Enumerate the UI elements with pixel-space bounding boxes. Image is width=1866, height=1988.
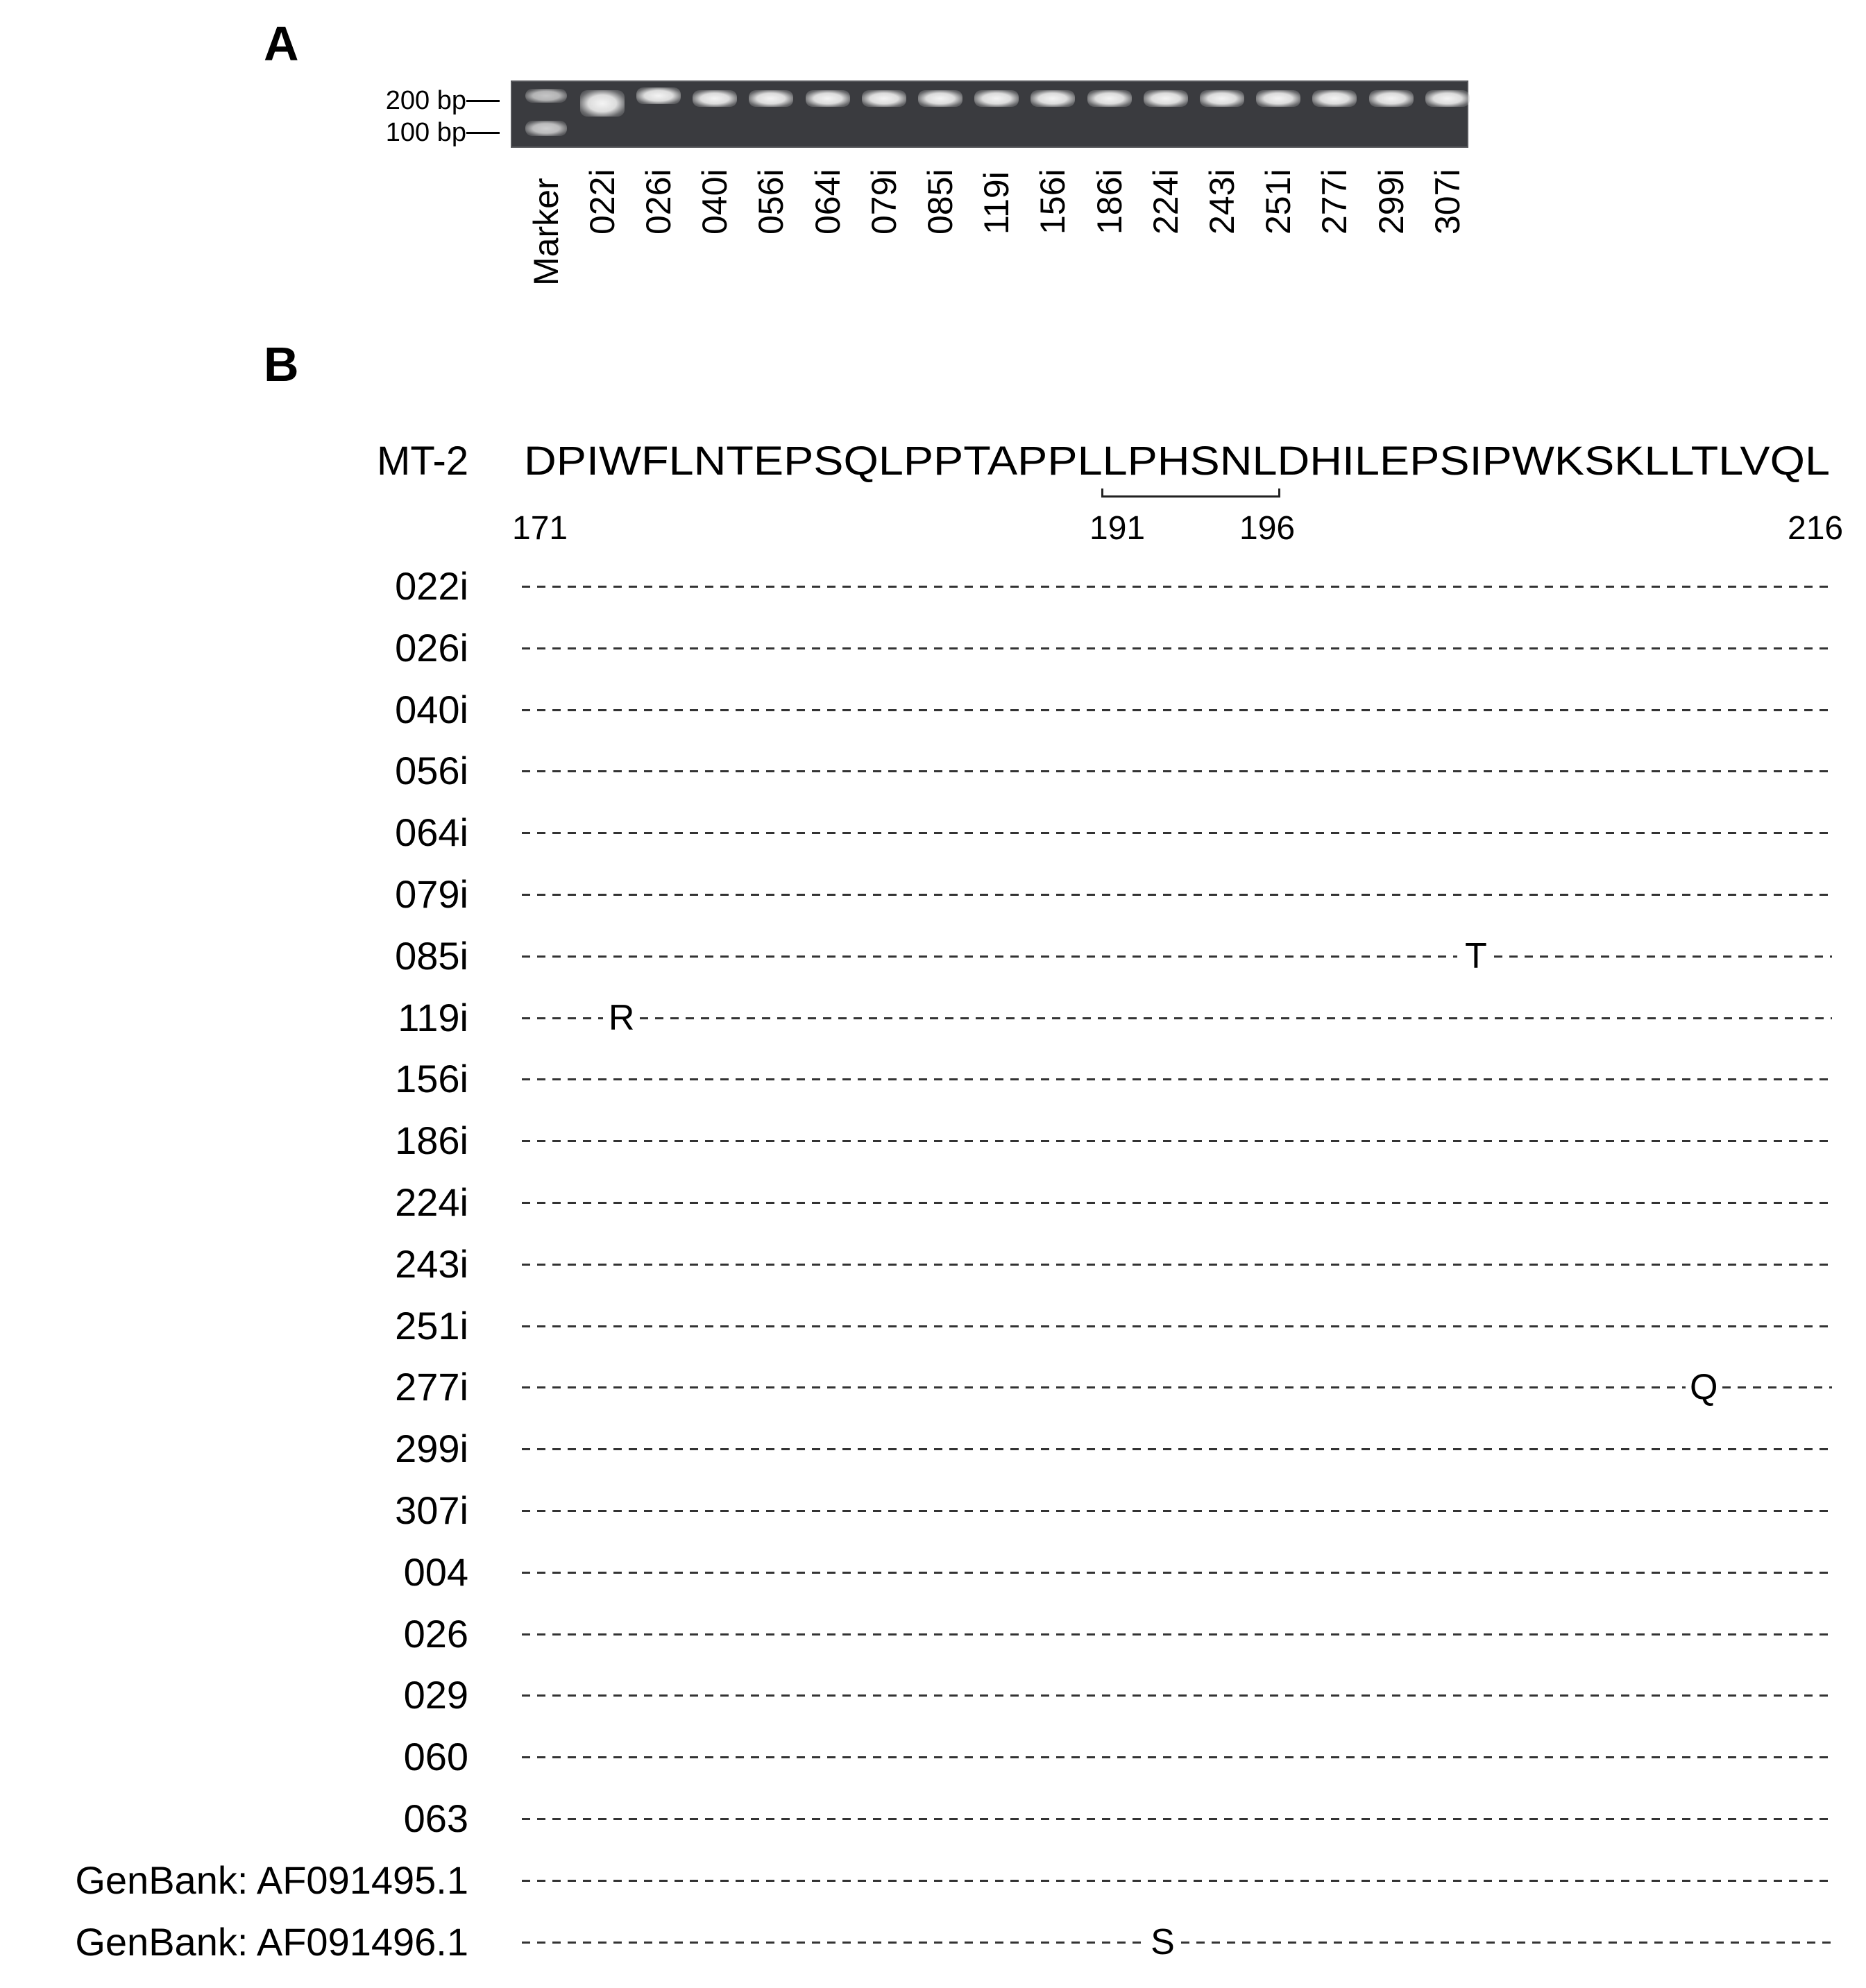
sample-label: 004	[403, 1549, 468, 1594]
identity-dashes	[522, 832, 1832, 834]
position-motif-end: 196	[1239, 510, 1296, 547]
lane-label: 022i	[582, 169, 622, 235]
alignment-row	[522, 997, 1832, 1039]
alignment-row	[522, 812, 1832, 853]
lane-label: 156i	[1033, 169, 1073, 235]
lane-label: 224i	[1146, 169, 1185, 235]
identity-dashes	[522, 1325, 1832, 1327]
sample-band	[693, 90, 737, 107]
lane-label: 064i	[808, 169, 847, 235]
identity-dashes	[522, 1078, 1832, 1080]
reference-label: MT-2	[377, 439, 469, 484]
motif-bracket	[1101, 488, 1280, 498]
identity-dashes	[522, 955, 1457, 958]
identity-dashes	[522, 1572, 1832, 1574]
position-motif-start: 191	[1089, 510, 1146, 547]
identity-dashes	[522, 709, 1832, 711]
substitution-residue: Q	[1690, 1367, 1718, 1408]
lane-label: 056i	[752, 169, 791, 235]
sample-label: GenBank: AF091495.1	[75, 1858, 468, 1902]
marker-band	[525, 89, 567, 103]
size-marker-label: 100 bp	[385, 118, 466, 147]
alignment-row	[522, 689, 1832, 731]
lane-label: 040i	[695, 169, 735, 235]
panel-b-label: B	[264, 337, 299, 391]
alignment-row	[522, 750, 1832, 792]
identity-dashes	[522, 1140, 1832, 1142]
alignment-row	[522, 1798, 1832, 1840]
lane-label: 251i	[1259, 169, 1298, 235]
identity-dashes	[522, 1448, 1832, 1450]
substitution-residue: T	[1465, 935, 1487, 976]
sample-label: 277i	[395, 1365, 468, 1409]
position-end: 216	[1788, 510, 1844, 547]
lane-label: 085i	[921, 169, 960, 235]
sample-label: 079i	[395, 872, 468, 916]
sample-label: 026i	[395, 625, 468, 670]
identity-dashes	[640, 1017, 1832, 1019]
substitution-residue: S	[1151, 1921, 1175, 1962]
identity-dashes	[522, 1756, 1832, 1758]
sample-label: 085i	[395, 933, 468, 978]
sample-band	[918, 90, 962, 107]
alignment-row	[522, 1674, 1832, 1716]
sample-band	[749, 90, 793, 107]
sample-label: 056i	[395, 749, 468, 793]
alignment-row	[522, 1120, 1832, 1162]
sample-band	[580, 90, 625, 117]
alignment-row	[522, 566, 1832, 607]
alignment-row	[522, 1058, 1832, 1100]
lane-label: 186i	[1089, 169, 1129, 235]
panel-a-label: A	[264, 17, 299, 71]
alignment-row	[522, 874, 1832, 915]
alignment-row	[522, 1860, 1832, 1901]
sample-band	[1425, 90, 1470, 107]
sample-label: 040i	[395, 687, 468, 731]
identity-dashes	[1181, 1942, 1832, 1944]
sample-band	[1200, 90, 1244, 107]
sample-band	[1256, 90, 1300, 107]
sample-label: 060	[403, 1735, 468, 1779]
sample-band	[806, 90, 850, 107]
alignment-row	[522, 1428, 1832, 1470]
identity-dashes	[522, 586, 1832, 588]
identity-dashes	[522, 1264, 1832, 1266]
substitution-residue: R	[608, 997, 635, 1038]
sample-band	[1144, 90, 1188, 107]
sample-label: GenBank: AF091496.1	[75, 1919, 468, 1964]
lane-label: Marker	[526, 178, 566, 286]
alignment-row	[522, 1613, 1832, 1655]
identity-dashes	[522, 647, 1832, 649]
identity-dashes	[522, 1694, 1832, 1697]
marker-band	[525, 121, 567, 136]
sample-band	[1369, 90, 1414, 107]
size-marker-tick	[466, 132, 500, 134]
lane-label: 243i	[1203, 169, 1241, 235]
alignment-row	[522, 1243, 1832, 1285]
identity-dashes	[522, 1386, 1686, 1388]
alignment-row	[522, 1490, 1832, 1531]
sample-label: 243i	[395, 1241, 468, 1286]
sample-band	[862, 90, 906, 107]
sample-label: 063	[403, 1796, 468, 1840]
identity-dashes	[522, 1880, 1832, 1882]
sample-band	[1312, 90, 1357, 107]
sample-band	[1030, 90, 1075, 107]
identity-dashes	[1494, 955, 1832, 958]
lane-label: 307i	[1427, 169, 1467, 235]
sample-label: 029	[403, 1673, 468, 1717]
identity-dashes	[522, 770, 1832, 772]
position-start: 171	[512, 510, 568, 547]
lane-label: 277i	[1315, 169, 1355, 235]
size-marker-tick	[466, 100, 500, 102]
alignment-row	[522, 1366, 1832, 1408]
alignment-row	[522, 1921, 1832, 1963]
sample-label: 064i	[395, 810, 468, 855]
identity-dashes	[1722, 1386, 1832, 1388]
identity-dashes	[522, 1942, 1144, 1944]
sample-band	[974, 90, 1019, 107]
agarose-gel-image	[511, 80, 1468, 148]
sample-label: 307i	[395, 1488, 468, 1532]
sample-label: 224i	[395, 1180, 468, 1224]
reference-sequence: DPIWFLNTEPSQLPPTAPPLLPHSNLDHILEPSIPWKSKLLTLVQL	[524, 439, 1830, 484]
lane-label: 119i	[977, 171, 1017, 235]
sample-label: 022i	[395, 564, 468, 608]
lane-label: 299i	[1371, 169, 1411, 235]
sample-label: 156i	[395, 1057, 468, 1101]
identity-dashes	[522, 1017, 603, 1019]
lane-label: 026i	[639, 169, 678, 235]
sample-label: 251i	[395, 1303, 468, 1348]
alignment-row	[522, 1305, 1832, 1347]
sample-label: 299i	[395, 1427, 468, 1471]
sample-label: 119i	[398, 995, 468, 1039]
alignment-row	[522, 1552, 1832, 1593]
lane-label: 079i	[864, 169, 904, 235]
identity-dashes	[522, 1633, 1832, 1636]
sample-label: 026	[403, 1611, 468, 1656]
identity-dashes	[522, 894, 1832, 896]
sample-label: 186i	[395, 1119, 468, 1163]
identity-dashes	[522, 1818, 1832, 1820]
alignment-row	[522, 1182, 1832, 1223]
alignment-row	[522, 627, 1832, 669]
alignment-row	[522, 935, 1832, 977]
alignment-row	[522, 1736, 1832, 1778]
sample-band	[1087, 90, 1132, 107]
identity-dashes	[522, 1202, 1832, 1204]
size-marker-label: 200 bp	[385, 86, 466, 115]
sample-band	[636, 87, 681, 104]
identity-dashes	[522, 1510, 1832, 1512]
